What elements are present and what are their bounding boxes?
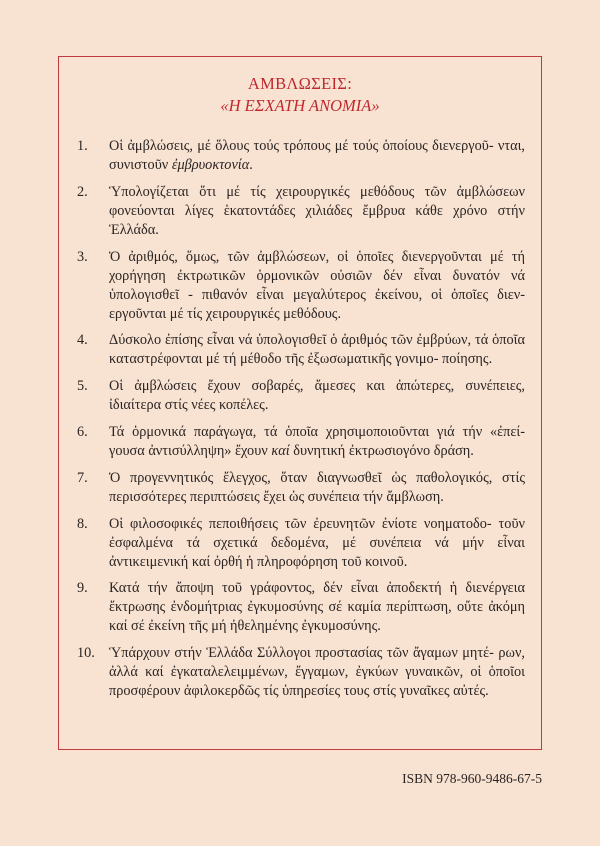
- list-item-number: 5.: [77, 378, 88, 395]
- text-run: Ὁ προγεννητικός ἔλεγχος, ὅταν διαγνωσθεῖ ὡς παθολογικός, στίς περισσότερες περιπτώσεις ἔχει ὡς συνέπεια τήν ἄμβλωση.: [109, 469, 525, 505]
- list-item: [77, 331, 525, 369]
- text-run: Δύσκολο ἐπίσης εἶναι νά ὑπολογισθεῖ ὁ ἀριθμός τῶν ἐμβρύων, τά ὁποῖα καταστρέφονται μέ τή μέθοδο τῆς ἐξωσωματικῆς γονιμο- ποίησης.: [109, 332, 525, 368]
- list-item-number: 2.: [77, 183, 88, 200]
- content-frame: [58, 56, 542, 750]
- italic-text: καί: [271, 442, 290, 459]
- title-line-2: «Η ΕΣΧΑΤΗ ΑΝΟΜΙΑ»: [220, 96, 380, 115]
- list-item: [77, 644, 525, 701]
- list-item-number: 8.: [77, 515, 88, 532]
- list-item: [77, 579, 525, 636]
- text-run: Ὑπάρχουν στήν Ἑλλάδα Σύλλογοι προστασίας τῶν ἄγαμων μητέ- ρων, ἀλλά καί ἐγκαταλελειμμένων, ἔγγαμων, ἐγκύων γυναικῶν, οἱ ὁποῖοι προσφέρουν ἀφιλοκερδῶς τίς ὑπηρεσίες τους στίς γυναῖκες αὐτές.: [109, 645, 525, 700]
- text-run: Ὁ ἀριθμός, ὅμως, τῶν ἀμβλώσεων, οἱ ὁποῖες διενεργοῦνται μέ τή χορήγηση ἐκτρωτικῶν ὁρμονικῶν οὐσιῶν δέν εἶναι δυνατόν νά ὑπολογισθεῖ - πιθανόν εἶναι μεγαλύτερος ἐκείνου, οἱ ὁποῖες διεν- εργοῦνται μέ τίς χειρουργικές μεθόδους.: [109, 248, 525, 322]
- list-item-text: [109, 137, 525, 175]
- text-run: Κατά τήν ἄποψη τοῦ γράφοντος, δέν εἶναι ἀποδεκτή ἡ διενέργεια ἔκτρωσης ἐνδομήτριας ἐγκυμοσύνης σέ καμία περίπτωση, οὔτε ἀκόμη καί σέ ἐκείνη τῆς μή ἠθελημένης ἐγκυμοσύνης.: [109, 580, 525, 635]
- text-run: Οἱ ἀμβλώσεις ἔχουν σοβαρές, ἄμεσες και ἀπώτερες, συνέπειες, ἰδιαίτερα στίς νέες κοπέλες.: [109, 378, 525, 414]
- text-run: .: [249, 157, 253, 173]
- list-item-text: [109, 579, 525, 636]
- list-item-number: 4.: [77, 332, 88, 349]
- list-item: [77, 137, 525, 175]
- list-item: [77, 423, 525, 461]
- list-item-text: [109, 248, 525, 324]
- list-item-number: 10.: [77, 645, 95, 662]
- list-item-text: [109, 469, 525, 507]
- italic-text: ἐμβρυοκτονία: [171, 157, 250, 173]
- text-run: Οἱ ἀμβλώσεις, μέ ὅλους τούς τρόπους μέ τούς ὁποίους διενεργοῦ- νται, συνιστοῦν: [109, 138, 525, 173]
- title-line-1: ΑΜΒΛΩΣΕΙΣ:: [247, 74, 353, 93]
- list-item-text: [109, 423, 525, 461]
- list-item-text: [109, 515, 525, 572]
- list-item-text: [109, 183, 525, 240]
- list-item-number: 7.: [77, 469, 88, 486]
- text-run: Οἱ φιλοσοφικές πεποιθήσεις τῶν ἐρευνητῶν ἐνίοτε νοηματοδο- τοῦν ἐσφαλμένα τά σχετικά δεδομένα, μέ συνέπεια νά μήν εἶναι ἀντικειμενική καί ὀρθή ἡ πληροφόρηση τοῦ κοινοῦ.: [109, 515, 525, 570]
- list-item: [77, 183, 525, 240]
- isbn-label: ISBN 978-960-9486-67-5: [402, 771, 542, 786]
- list-item-number: 3.: [77, 248, 88, 265]
- text-run: Ὑπολογίζεται ὅτι μέ τίς χειρουργικές μεθόδους τῶν ἀμβλώσεων φονεύονται λίγες ἑκατοντάδες χιλιάδες ἔμβρυα κάθε χρόνο στήν Ἑλλάδα.: [109, 183, 525, 238]
- list-item: [77, 515, 525, 572]
- text-run: δυνητική ἐκτρωσιογόνο δράση.: [289, 442, 474, 459]
- numbered-list: [77, 137, 525, 709]
- list-item: [77, 248, 525, 324]
- list-item: [77, 377, 525, 415]
- list-item-text: [109, 377, 525, 415]
- list-item-text: [109, 644, 525, 701]
- list-item: [77, 469, 525, 507]
- list-item-text: [109, 331, 525, 369]
- text-run: Τά ὁρμονικά παράγωγα, τά ὁποῖα χρησιμοποιοῦνται γιά τήν «ἐπεί- γουσα ἀντισύλληψη» ἔχουν: [109, 423, 525, 459]
- list-item-number: 9.: [77, 580, 88, 597]
- list-item-number: 6.: [77, 423, 88, 440]
- list-item-number: 1.: [77, 138, 88, 154]
